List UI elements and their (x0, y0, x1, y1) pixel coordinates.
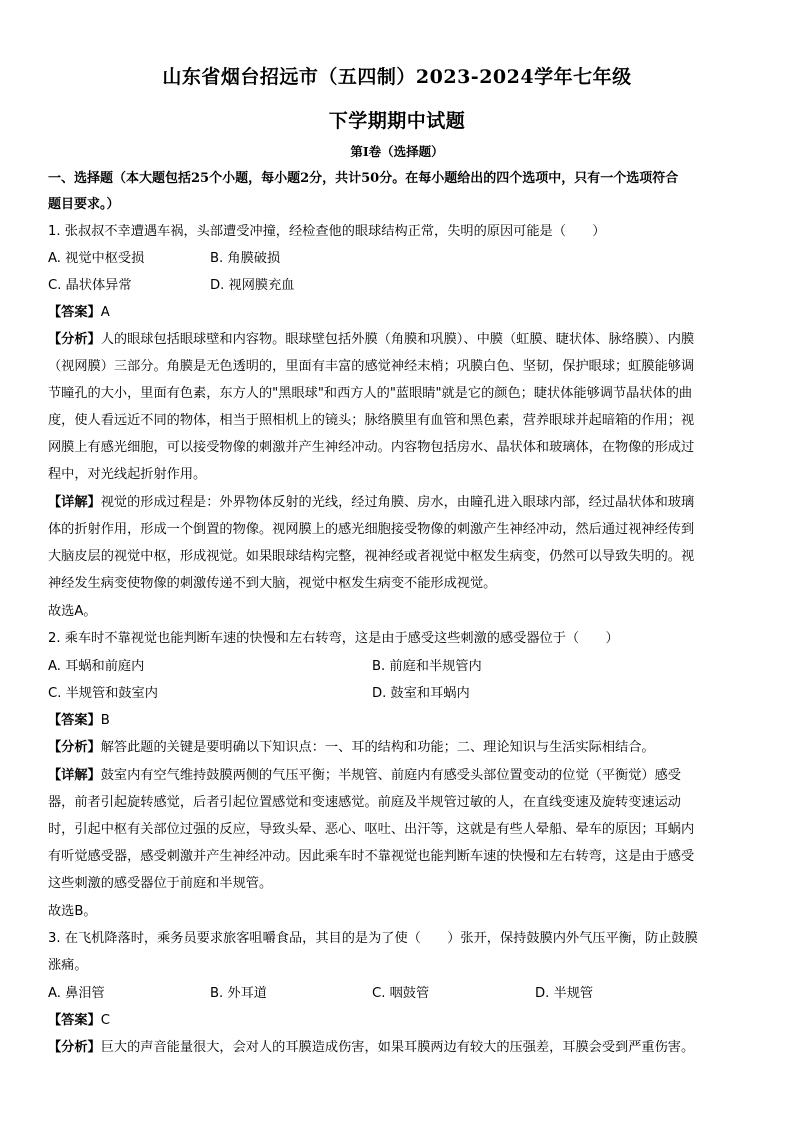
q1-analysis-line: 【分析】人的眼球包括眼球壁和内容物。眼球壁包括外膜（角膜和巩膜）、中膜（虹膜、睫状体、脉络膜）、内膜 (48, 332, 695, 347)
q1-option-c: C. 晶状体异常 (48, 278, 132, 293)
analysis-tag: 【分析】 (48, 332, 101, 347)
q2-option-d: D. 鼓室和耳蜗内 (372, 686, 470, 701)
q2-detail-line: 这些刺激的感受器位于前庭和半规管。 (48, 876, 273, 891)
q1-analysis-line: 度，使人看远近不同的物体，相当于照相机上的镜头；脉络膜里有血管和黑色素，营养眼球并起暗箱的作用；视 (48, 413, 695, 428)
q2-option-a: A. 耳蜗和前庭内 (48, 659, 145, 674)
q1-analysis-line: （视网膜）三部分。角膜是无色透明的，里面有丰富的感觉神经末梢；巩膜白色、坚韧，保护眼球；虹膜能够调 (48, 359, 695, 374)
q3-stem-cont: 涨痛。 (48, 958, 88, 973)
analysis-tag: 【分析】 (48, 1040, 101, 1055)
q3-option-b: B. 外耳道 (210, 986, 267, 1001)
q2-answer (48, 712, 748, 730)
section-header: 一、选择题（本大题包括25个小题，每小题2分，共计50分。在每小题给出的四个选项中，只有一个选项符合 (48, 171, 679, 186)
answer-tag: 【答案】 (48, 1013, 101, 1028)
q1-stem: 1. 张叔叔不幸遭遇车祸，头部遭受冲撞，经检查他的眼球结构正常，失明的原因可能是（ ） (48, 224, 606, 239)
q2-detail-line: 【详解】鼓室内有空气维持鼓膜两侧的气压平衡；半规管、前庭内有感受头部位置变动的位觉（平衡觉）感受 (48, 768, 681, 783)
detail-tag: 【详解】 (48, 495, 101, 510)
document-title-line2: 下学期期中试题 (328, 110, 466, 132)
analysis-tag: 【分析】 (48, 740, 101, 755)
q2-conclusion: 故选B。 (48, 904, 97, 919)
q1-detail-line: 神经发生病变使物像的刺激传递不到大脑，视觉中枢发生病变不能形成视觉。 (48, 576, 497, 591)
q1-option-d: D. 视网膜充血 (210, 278, 295, 293)
q1-detail-line: 大脑皮层的视觉中枢，形成视觉。如果眼球结构完整，视神经或者视觉中枢发生病变，仍然可以导致失明的。视 (48, 549, 695, 564)
q2-detail-line: 器，前者引起旋转感觉，后者引起位置感觉和变速感觉。前庭及半规管过敏的人，在直线变速及旋转变速运动 (48, 795, 681, 810)
q3-stem: 3. 在飞机降落时，乘务员要求旅客咀嚼食品，其目的是为了使（ ）张开，保持鼓膜内外气压平衡，防止鼓膜 (48, 931, 698, 946)
q2-option-b: B. 前庭和半规管内 (372, 659, 482, 674)
section-header-cont: 题目要求。） (48, 197, 120, 212)
q2-stem: 2. 乘车时不靠视觉也能判断车速的快慢和左右转弯，这是由于感受这些刺激的感受器位于（ ） (48, 631, 619, 646)
q3-option-a: A. 鼻泪管 (48, 986, 105, 1001)
q2-option-c: C. 半规管和鼓室内 (48, 686, 158, 701)
volume-label: 第Ⅰ卷（选择题） (350, 144, 444, 159)
q1-detail-line: 【详解】视觉的形成过程是：外界物体反射的光线，经过角膜、房水，由瞳孔进入眼球内部，经过晶状体和玻璃 (48, 495, 695, 510)
q3-option-c: C. 咽鼓管 (372, 986, 430, 1001)
q1-option-b: B. 角膜破损 (210, 251, 281, 266)
q2-detail-line: 时，引起中枢有关部位过强的反应，导致头晕、恶心、呕吐、出汗等，这就是有些人晕船、晕车的原因；耳蜗内 (48, 822, 695, 837)
answer-tag: 【答案】 (48, 305, 101, 320)
answer-value: B (100, 713, 110, 728)
q1-detail-line: 体的折射作用，形成一个倒置的物像。视网膜上的感光细胞接受物像的刺激产生神经冲动，然后通过视神经传到 (48, 522, 695, 537)
q3-analysis-line: 【分析】巨大的声音能量很大，会对人的耳膜造成伤害，如果耳膜两边有较大的压强差，耳膜会受到严重伤害。 (48, 1040, 695, 1055)
q1-analysis-line: 程中，对光线起折射作用。 (48, 467, 207, 482)
q1-analysis-line: 网膜上有感光细胞，可以接受物像的刺激并产生神经冲动。内容物包括房水、晶状体和玻璃体，在物像的形成过 (48, 440, 695, 455)
answer-value: A (100, 305, 110, 320)
q2-analysis-line: 【分析】解答此题的关键是要明确以下知识点：一、耳的结构和功能；二、理论知识与生活实际相结合。 (48, 740, 655, 755)
q1-analysis-line: 节瞳孔的大小，里面有色素，东方人的"黑眼球"和西方人的"蓝眼睛"就是它的颜色；睫状体能够调节晶状体的曲 (48, 386, 693, 401)
q3-option-d: D. 半规管 (535, 986, 594, 1001)
document-title: 山东省烟台招远市（五四制）2023-2024学年七年级 (162, 66, 632, 88)
q1-answer (48, 304, 748, 322)
answer-tag: 【答案】 (48, 713, 101, 728)
q3-answer (48, 1012, 748, 1030)
answer-value: C (100, 1013, 110, 1028)
detail-tag: 【详解】 (48, 768, 101, 783)
q2-detail-line: 有听觉感受器，感受刺激并产生神经冲动。因此乘车时不靠视觉也能判断车速的快慢和左右转弯，这是由于感受 (48, 849, 695, 864)
q1-option-a: A. 视觉中枢受损 (48, 251, 145, 266)
q1-conclusion: 故选A。 (48, 604, 97, 619)
